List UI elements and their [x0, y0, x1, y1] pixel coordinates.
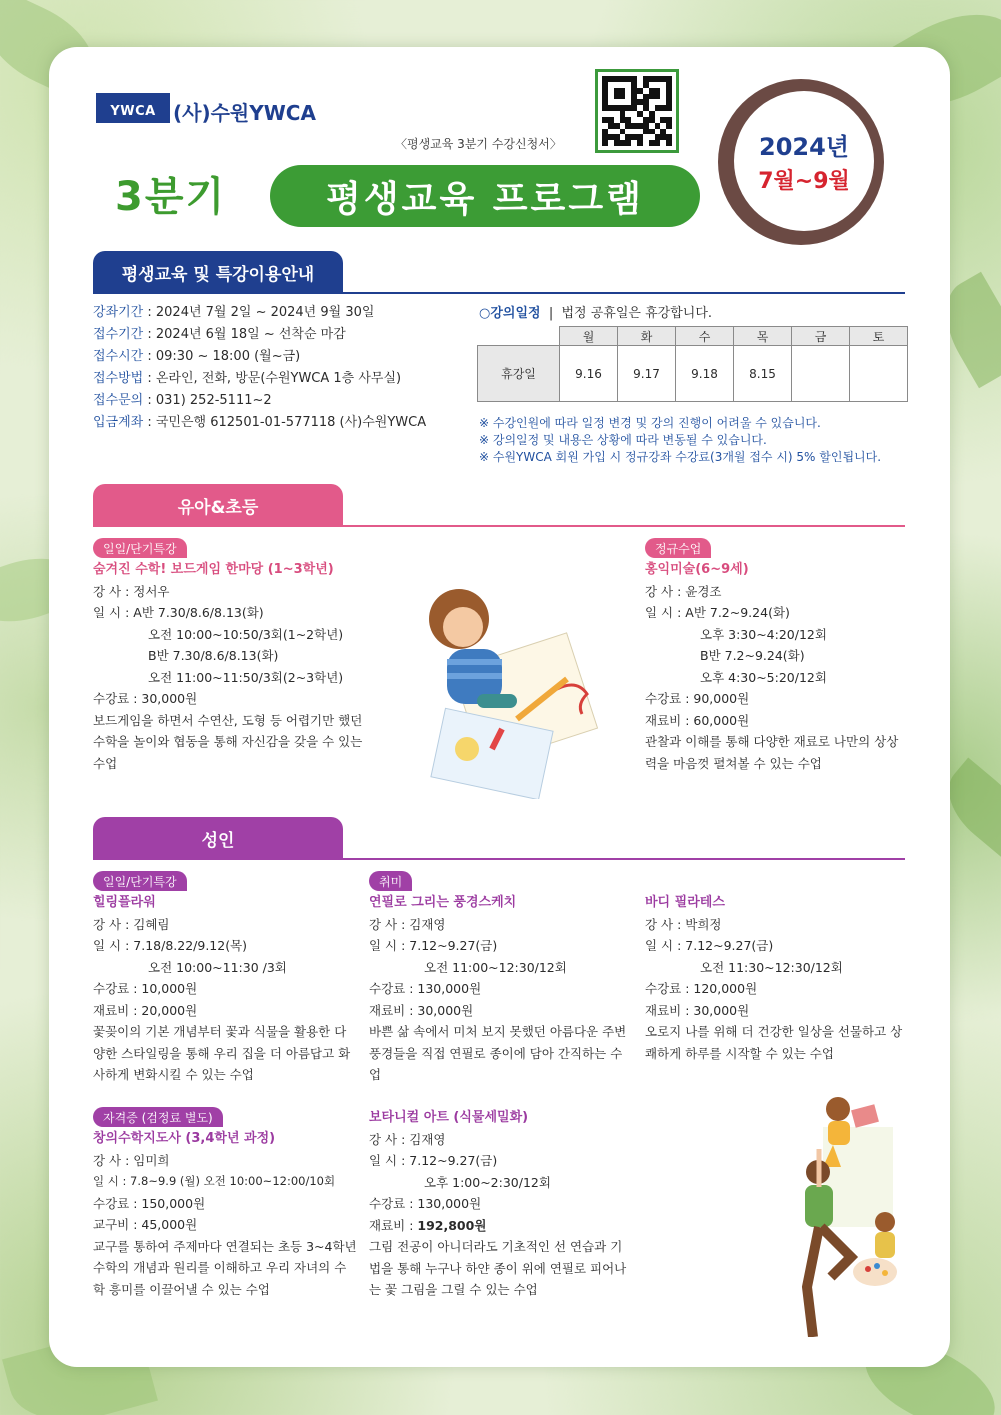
course-badge: 일일/단기특강: [93, 871, 187, 891]
closed-days-table: [477, 326, 908, 402]
course-line: 오후 3:30~4:20/12회: [700, 626, 827, 642]
info-key: 접수기간: [93, 327, 144, 342]
day-header: 토: [850, 327, 908, 346]
info-value: : 온라인, 전화, 방문(수원YWCA 1층 사무실): [143, 371, 402, 386]
course-description: 보드게임을 하면서 수연산, 도형 등 어렵기만 했던 수학을 놀이와 협동을 통해 자신감을 갖을 수 있는 수업: [93, 712, 363, 771]
table-row: [478, 346, 908, 402]
course-title: 연필로 그리는 풍경스케치: [369, 895, 517, 910]
closed-date: 9.16: [560, 346, 618, 402]
info-key: 접수시간: [93, 349, 144, 364]
course-title: 창의수학지도사 (3,4학년 과정): [93, 1131, 276, 1146]
course-line: 오후 1:00~2:30/12회: [424, 1174, 551, 1190]
course-title: 숨겨진 수학! 보드게임 한마당 (1~3학년): [93, 562, 334, 577]
info-value: : 09:30 ~ 18:00 (월~금): [143, 349, 301, 364]
course-line: 교구비 : 45,000원: [93, 1217, 198, 1232]
info-value: : 031) 252-5111~2: [143, 393, 272, 408]
info-value: : 2024년 6월 18일 ~ 선착순 마감: [143, 327, 346, 342]
table-corner: [478, 327, 560, 346]
course-botanical-art: [369, 1107, 634, 1301]
course-badge: 취미: [369, 871, 412, 891]
org-name: (사)수원YWCA: [173, 101, 316, 125]
info-row: [93, 324, 346, 346]
day-header: 목: [734, 327, 792, 346]
course-art: [645, 559, 910, 774]
course-line: 재료비 : 30,000원: [645, 1002, 750, 1018]
notes: [479, 415, 881, 466]
day-header: 금: [792, 327, 850, 346]
course-line: B반 7.30/8.6/8.13(화): [148, 648, 279, 663]
course-line: 수강료 : 120,000원: [645, 981, 758, 996]
course-line: 오전 11:30~12:30/12회: [700, 959, 843, 975]
date-badge-inner: [734, 91, 874, 231]
section-adult-title: 성인: [93, 817, 343, 859]
course-line: 오전 11:00~11:50/3회(2~3학년): [148, 669, 344, 685]
qr-code[interactable]: [595, 69, 679, 153]
course-line: 오후 4:30~5:20/12회: [700, 669, 827, 685]
info-row: [93, 346, 300, 368]
closed-date: 8.15: [734, 346, 792, 402]
course-line: 오전 10:00~10:50/3회(1~2학년): [148, 626, 344, 642]
course-badge: 정규수업: [645, 538, 711, 558]
child-drawing-illustration: [407, 569, 607, 799]
qr-pattern: [602, 76, 672, 146]
course-title: 힐링플라워: [93, 895, 156, 910]
section-info-title: 평생교육 및 특강이용안내: [93, 251, 343, 293]
course-title: 보타니컬 아트 (식물세밀화): [369, 1110, 529, 1125]
schedule-separator: |: [548, 306, 554, 321]
course-badge: 자격증 (검정료 별도): [93, 1107, 223, 1127]
schedule-label: ○강의일정: [479, 306, 541, 321]
course-line: 강 사 : 김재영: [369, 1131, 446, 1147]
fee-value: 192,800원: [417, 1217, 487, 1233]
course-line: [369, 1215, 634, 1237]
course-description: 오로지 나를 위해 더 건강한 일상을 선물하고 상쾌하게 하루를 시작할 수 있는 수업: [645, 1024, 903, 1061]
fee-label: 재료비 :: [369, 1217, 418, 1233]
course-description: 꽃꽂이의 기본 개념부터 꽃과 식물을 활용한 다양한 스타일링을 통해 우리 집을 더 아름답고 화사하게 변화시킬 수 있는 수업: [93, 1024, 351, 1082]
course-line: 재료비 : 20,000원: [93, 1002, 198, 1018]
qr-module: [666, 140, 672, 146]
course-line: 강 사 : 임미희: [93, 1152, 170, 1168]
qr-caption: 〈평생교육 3분기 수강신청서〉: [395, 137, 562, 151]
info-row: [93, 302, 374, 324]
course-badge: 일일/단기특강: [93, 538, 187, 558]
note-item: ※ 수강인원에 따라 일정 변경 및 강의 진행이 어려울 수 있습니다.: [479, 416, 821, 430]
info-value: : 국민은행 612501-01-577118 (사)수원YWCA: [143, 415, 427, 430]
course-flower: [93, 892, 358, 1086]
course-line: B반 7.2~9.24(화): [700, 648, 805, 663]
section-kids-title: 유아&초등: [93, 484, 343, 526]
closed-label: 휴강일: [478, 346, 560, 402]
course-line: 강 사 : 김재영: [369, 916, 446, 932]
course-line: 수강료 : 30,000원: [93, 691, 198, 706]
course-line: 일 시 : 7.18/8.22/9.12(목): [93, 938, 248, 953]
schedule-header: [479, 302, 712, 321]
section-divider: [93, 525, 905, 527]
info-key: 입금계좌: [93, 415, 144, 430]
course-title: 홍익미술(6~9세): [645, 562, 749, 577]
closed-date: [792, 346, 850, 402]
course-line: 일 시 : A반 7.30/8.6/8.13(화): [93, 605, 264, 620]
closed-date: [850, 346, 908, 402]
course-line: 수강료 : 130,000원: [369, 981, 482, 996]
schedule-note: 법정 공휴일은 휴강합니다.: [561, 306, 713, 321]
course-description: 관찰과 이해를 통해 다양한 재료로 나만의 상상력을 마음껏 펼쳐볼 수 있는 수업: [645, 734, 899, 771]
info-value: : 2024년 7월 2일 ~ 2024년 9월 30일: [143, 305, 375, 320]
course-board-game: [93, 559, 363, 774]
yoga-painting-illustration: [763, 1087, 903, 1337]
day-header: 수: [676, 327, 734, 346]
course-description: 그림 전공이 아니더라도 기초적인 선 연습과 기법을 통해 누구나 하얀 종이 위에 연필로 피어나는 꽃 그림을 그릴 수 있는 수업: [369, 1239, 627, 1297]
info-key: 접수문의: [93, 393, 144, 408]
info-row: [93, 412, 426, 434]
date-badge: [718, 79, 884, 245]
day-header: 월: [560, 327, 618, 346]
quarter-label: 3분기: [115, 174, 227, 220]
table-header-row: [478, 327, 908, 346]
course-line: 일 시 : 7.8~9.9 (월) 오전 10:00~12:00/10회: [93, 1174, 336, 1188]
note-item: ※ 강의일정 및 내용은 상황에 따라 변동될 수 있습니다.: [479, 433, 767, 447]
course-title: 바디 필라테스: [645, 895, 725, 910]
info-key: 접수방법: [93, 371, 144, 386]
date-year: 2024년: [759, 133, 849, 161]
section-divider: [93, 292, 905, 294]
closed-date: 9.18: [676, 346, 734, 402]
course-sketch: [369, 892, 634, 1086]
section-divider: [93, 858, 905, 860]
course-line: 일 시 : 7.12~9.27(금): [645, 938, 774, 953]
info-row: [93, 368, 401, 390]
info-row: [93, 390, 272, 412]
course-line: 오전 11:00~12:30/12회: [424, 959, 567, 975]
course-pilates: [645, 892, 910, 1064]
course-line: 수강료 : 130,000원: [369, 1196, 482, 1211]
course-line: 강 사 : 윤경조: [645, 583, 722, 599]
course-math-instructor: [93, 1128, 358, 1300]
course-line: 수강료 : 10,000원: [93, 981, 198, 996]
page-title: 평생교육 프로그램: [270, 165, 700, 227]
course-line: 일 시 : A반 7.2~9.24(화): [645, 605, 790, 620]
flyer-card: [49, 47, 950, 1367]
course-line: 수강료 : 150,000원: [93, 1195, 206, 1211]
course-line: 강 사 : 박희정: [645, 916, 722, 932]
course-line: 일 시 : 7.12~9.27(금): [369, 938, 498, 953]
course-line: 강 사 : 김혜림: [93, 916, 170, 932]
course-line: 오전 10:00~11:30 /3회: [148, 959, 287, 975]
course-line: 일 시 : 7.12~9.27(금): [369, 1153, 498, 1168]
course-description: 교구를 통하여 주제마다 연결되는 초등 3~4학년 수학의 개념과 원리를 이해하고 우리 자녀의 수학 흥미를 이끌어낼 수 있는 수업: [93, 1238, 357, 1297]
course-line: 강 사 : 정서우: [93, 583, 170, 599]
day-header: 화: [618, 327, 676, 346]
course-description: 바쁜 삶 속에서 미처 보지 못했던 아름다운 주변 풍경들을 직접 연필로 종이에 담아 간직하는 수업: [369, 1024, 627, 1082]
course-line: 수강료 : 90,000원: [645, 691, 750, 706]
note-item: ※ 수원YWCA 회원 가입 시 정규강좌 수강료(3개월 접수 시) 5% 할인됩니다.: [479, 450, 882, 464]
ywca-logo: YWCA: [96, 93, 170, 123]
closed-date: 9.17: [618, 346, 676, 402]
info-key: 강좌기간: [93, 305, 144, 320]
date-months: 7월~9월: [758, 169, 850, 194]
course-line: 재료비 : 30,000원: [369, 1002, 474, 1018]
course-line: 재료비 : 60,000원: [645, 712, 750, 728]
